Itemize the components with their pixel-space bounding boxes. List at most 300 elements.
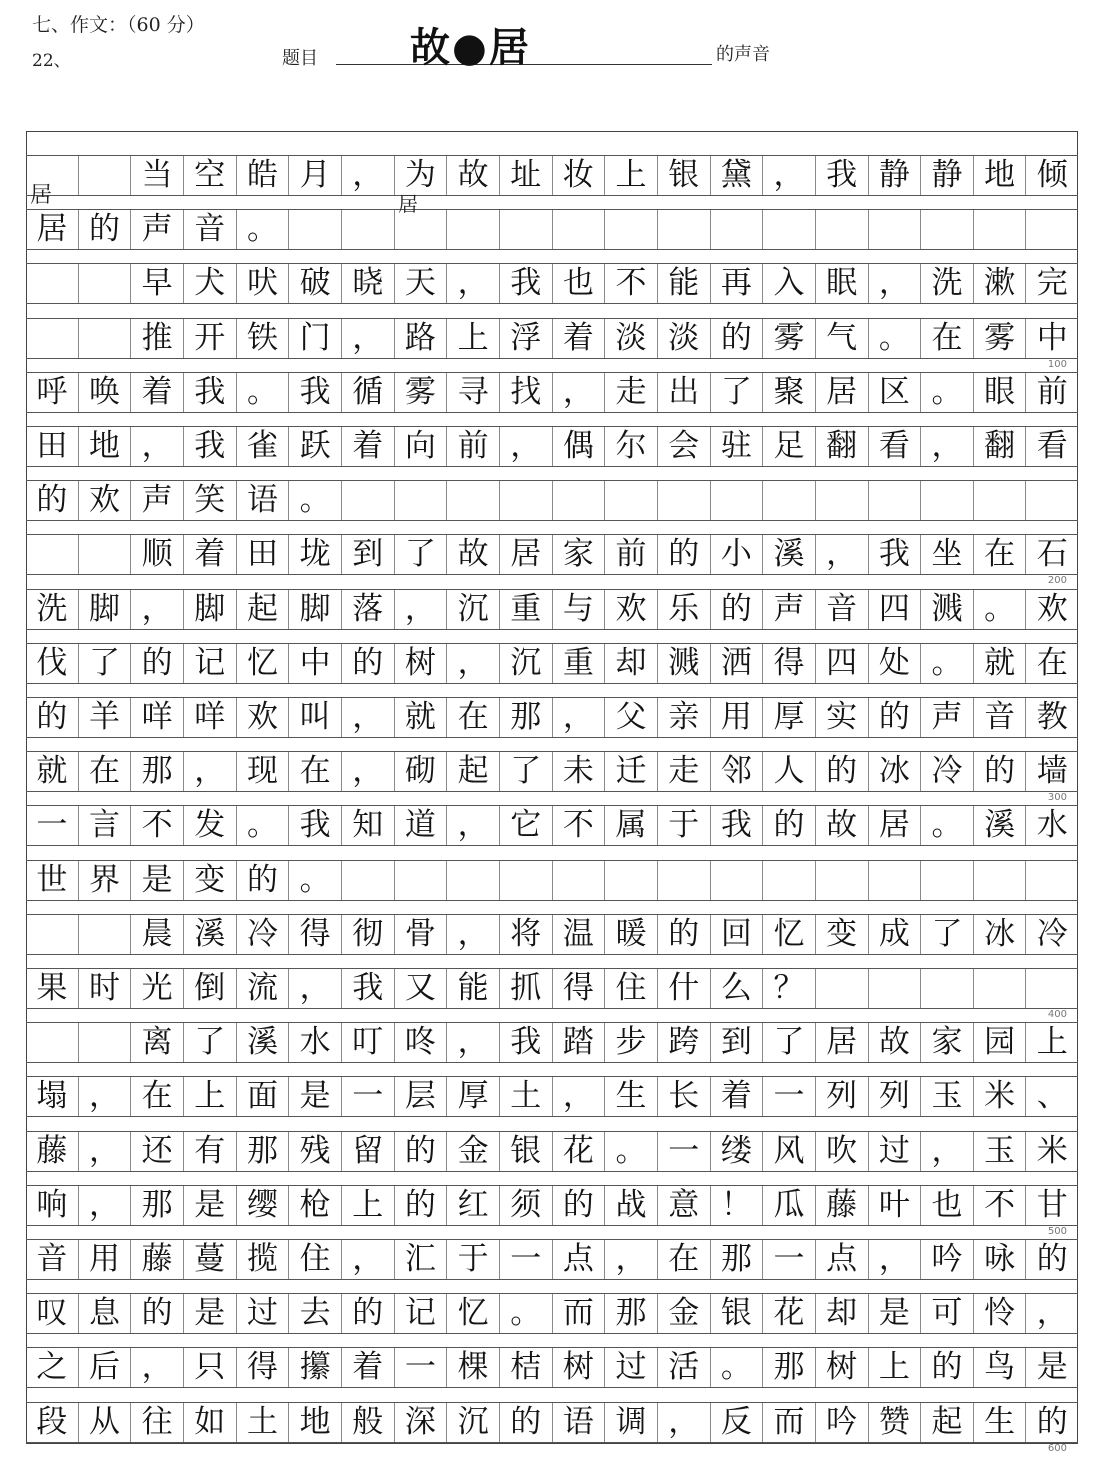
grid-cell: ， [79,1186,132,1225]
grid-cell: 处 [869,644,922,683]
grid-cell: 温 [553,915,606,954]
grid-cell: 我 [500,264,553,303]
grid-cell: ， [869,1240,922,1279]
grid-cell: 在 [447,698,500,737]
grid-cell [79,156,132,195]
essay-row [26,751,1078,792]
grid-cell: 。 [289,861,342,900]
grid-cell: 桔 [500,1348,553,1387]
grid-cell [1026,969,1078,1008]
grid-cell: 居 [816,373,869,412]
grid-cell: 我 [816,156,869,195]
grid-cell: 的 [763,806,816,845]
grid-cell: 音 [816,590,869,629]
grid-cell: ， [553,373,606,412]
grid-cell [921,210,974,249]
grid-cell: 冰 [869,752,922,791]
grid-cell [974,861,1027,900]
essay-row [26,1347,1078,1388]
grid-cell: 黛 [711,156,764,195]
grid-cell: 看 [1036,428,1068,464]
grid-cell: 。 [921,373,974,412]
grid-cell: 。 [500,1294,553,1333]
grid-cell: 我 [289,806,342,845]
essay-row [26,1131,1078,1172]
grid-cell: 冷 [1036,915,1068,952]
grid-cell: 能 [447,969,500,1008]
grid-cell [26,319,79,358]
grid-cell: 偶 [553,427,606,466]
grid-cell: 到 [711,1023,764,1062]
grid-cell: 铁 [237,319,290,358]
grid-cell: 揽 [237,1240,290,1279]
grid-cell [26,915,79,954]
grid-cell: 一 [395,1348,448,1387]
grid-cell: 而 [553,1294,606,1333]
grid-cell: 早 [131,264,184,303]
word-count-marker: 200 [1047,575,1067,587]
grid-cell: 记 [184,644,237,683]
essay-row [26,263,1078,304]
grid-cell [974,210,1027,249]
grid-cell: 战 [605,1186,658,1225]
grid-cell: 小 [711,535,764,574]
grid-cell: 四 [816,644,869,683]
grid-cell: 向 [395,427,448,466]
grid-cell: 冷 [237,915,290,954]
grid-cell: 溪 [184,915,237,954]
grid-cell [921,969,974,1008]
grid-cell: 那 [237,1132,290,1171]
grid-cell: 就 [26,752,79,791]
grid-cell [869,210,922,249]
grid-cell [1026,210,1078,249]
grid-cell: 跃 [289,427,342,466]
grid-cell: 着 [131,373,184,412]
grid-cell [658,861,711,900]
grid-cell: 只 [184,1348,237,1387]
grid-cell: 溪 [763,535,816,574]
grid-cell: 墙 [1036,753,1068,790]
grid-cell: 语 [237,481,290,520]
grid-cell: 暖 [605,915,658,954]
grid-cell: 去 [289,1294,342,1333]
grid-cell: 砌 [395,752,448,791]
grid-cell: 那 [131,752,184,791]
grid-cell: 翻 [974,427,1027,466]
grid-cell: 叹 [26,1294,79,1333]
grid-cell: 的 [131,644,184,683]
grid-cell: 了 [711,373,764,412]
grid-cell: 的 [816,752,869,791]
grid-cell: 成 [869,915,922,954]
grid-cell [921,481,974,520]
grid-cell: 咏 [974,1240,1027,1279]
grid-cell: 推 [131,319,184,358]
grid-cell: 在 [658,1240,711,1279]
grid-cell [79,264,132,303]
grid-cell: 声 [131,210,184,249]
grid-cell: 故 [869,1023,922,1062]
grid-cell: 的 [974,752,1027,791]
grid-cell: ， [79,1077,132,1116]
grid-cell: 路 [395,319,448,358]
grid-cell: 。 [237,210,290,249]
grid-cell: 欢 [237,698,290,737]
grid-cell: ， [342,698,395,737]
grid-cell [763,481,816,520]
grid-cell: 面 [237,1077,290,1116]
grid-cell: 乐 [658,590,711,629]
grid-cell: 居 [500,535,553,574]
grid-cell: 银 [500,1132,553,1171]
grid-cell: 之 [26,1348,79,1387]
essay-row [26,1076,1078,1117]
grid-cell [816,861,869,900]
grid-cell: 缨 [237,1186,290,1225]
grid-cell [553,481,606,520]
grid-cell: 的 [26,698,79,737]
grid-cell: 的 [500,1403,553,1442]
grid-cell: 残 [289,1132,342,1171]
grid-cell: 的 [1036,1403,1068,1440]
grid-cell: 我 [184,373,237,412]
grid-cell: 花 [553,1132,606,1171]
grid-cell: 沉 [447,590,500,629]
handwritten-title: 故●居 [410,25,531,71]
grid-cell: 现 [237,752,290,791]
grid-cell: 在 [289,752,342,791]
grid-cell: 又 [395,969,448,1008]
grid-cell: 抓 [500,969,553,1008]
grid-cell: 循 [342,373,395,412]
grid-cell: 住 [605,969,658,1008]
grid-cell: 实 [816,698,869,737]
essay-row [26,480,1078,521]
grid-cell: 的 [921,1348,974,1387]
grid-cell: 意 [658,1186,711,1225]
grid-cell [289,210,342,249]
grid-cell: 重 [500,590,553,629]
grid-cell [869,969,922,1008]
grid-cell: 、 [1036,1078,1068,1115]
grid-cell: ， [658,1403,711,1442]
grid-cell: 吹 [816,1132,869,1171]
grid-cell: 树 [553,1348,606,1387]
grid-cell: 列 [816,1077,869,1116]
grid-cell: 得 [289,915,342,954]
grid-cell [342,481,395,520]
grid-cell: 了 [763,1023,816,1062]
grid-cell: 上 [869,1348,922,1387]
grid-cell: 倾 [1036,157,1068,193]
grid-cell: 的 [711,590,764,629]
grid-cell: 空 [184,156,237,195]
grid-cell: 垅 [289,535,342,574]
grid-cell: 流 [237,969,290,1008]
word-count-marker: 600 [1047,1442,1067,1454]
grid-cell: 骨 [395,915,448,954]
grid-cell: 玉 [921,1077,974,1116]
grid-cell [342,210,395,249]
grid-cell: 气 [816,319,869,358]
grid-cell: 洒 [711,644,764,683]
grid-cell [816,210,869,249]
grid-cell: 聚 [763,373,816,412]
word-count-marker: 100 [1047,358,1067,370]
grid-cell: 咩 [184,698,237,737]
grid-cell [974,481,1027,520]
grid-cell: 什 [658,969,711,1008]
grid-cell: ， [553,1077,606,1116]
question-number: 22、 [32,51,71,71]
grid-cell [869,481,922,520]
grid-cell: 漱 [974,264,1027,303]
grid-cell: 开 [184,319,237,358]
grid-cell: 。 [711,1348,764,1387]
grid-cell [447,481,500,520]
essay-row [26,372,1078,413]
grid-cell: 晓 [342,264,395,303]
essay-row [26,697,1078,738]
grid-cell: 静 [921,156,974,195]
grid-cell: 眼 [974,373,1027,412]
grid-cell: 。 [974,590,1027,629]
grid-cell: 居 [869,806,922,845]
grid-cell: 厚 [447,1077,500,1116]
grid-cell: 门 [289,319,342,358]
grid-cell: 了 [184,1023,237,1062]
grid-cell: 居 [26,210,79,249]
grid-cell: 前 [605,535,658,574]
grid-cell: 藤 [816,1186,869,1225]
grid-cell: 玉 [974,1132,1027,1171]
grid-cell: ， [131,427,184,466]
grid-cell [658,210,711,249]
grid-cell: 。 [605,1132,658,1171]
grid-cell: 一 [500,1240,553,1279]
grid-cell: 天 [395,264,448,303]
grid-cell: 会 [658,427,711,466]
grid-cell: 般 [342,1403,395,1442]
essay-row [26,1022,1078,1063]
grid-cell: 起 [447,752,500,791]
title-label: 题目 [282,48,318,69]
grid-cell [26,1023,79,1062]
grid-cell: 后 [79,1348,132,1387]
grid-cell: 音 [974,698,1027,737]
grid-cell [921,861,974,900]
grid-cell: 得 [763,644,816,683]
grid-cell: 溅 [658,644,711,683]
grid-cell: 我 [289,373,342,412]
grid-cell: 怜 [974,1294,1027,1333]
grid-cell: 家 [553,535,606,574]
grid-cell: 树 [395,644,448,683]
grid-cell: 缕 [711,1132,764,1171]
grid-cell: 藤 [26,1132,79,1171]
grid-cell: ， [395,590,448,629]
grid-cell: 果 [26,969,79,1008]
grid-cell: ， [500,427,553,466]
grid-cell [1026,481,1078,520]
grid-cell: 皓 [237,156,290,195]
grid-cell: 雾 [763,319,816,358]
grid-cell: 是 [869,1294,922,1333]
grid-cell: 走 [605,373,658,412]
grid-cell: 起 [237,590,290,629]
grid-cell: 园 [974,1023,1027,1062]
grid-cell: 往 [131,1403,184,1442]
grid-cell: 时 [79,969,132,1008]
grid-cell: ， [79,1132,132,1171]
grid-cell: 田 [26,427,79,466]
grid-cell: 是 [184,1294,237,1333]
grid-cell: 金 [447,1132,500,1171]
grid-cell: 石 [1036,536,1068,573]
grid-cell: 欢 [1036,590,1068,627]
grid-cell: 得 [237,1348,290,1387]
grid-cell: 有 [184,1132,237,1171]
grid-cell: 于 [447,1240,500,1279]
grid-cell: 起 [921,1403,974,1442]
grid-cell: 的 [131,1294,184,1333]
grid-cell: 忆 [237,644,290,683]
grid-cell: 上 [342,1186,395,1225]
grid-cell [395,861,448,900]
grid-cell: 么 [711,969,764,1008]
grid-cell: 音 [184,210,237,249]
grid-cell: 如 [184,1403,237,1442]
grid-cell: 上 [184,1077,237,1116]
grid-cell [816,481,869,520]
grid-cell: 我 [869,535,922,574]
grid-cell: 列 [869,1077,922,1116]
grid-cell: 与 [553,590,606,629]
grid-cell: 教 [1036,699,1068,735]
grid-cell: 脚 [184,590,237,629]
grid-cell: 走 [658,752,711,791]
grid-cell: ， [605,1240,658,1279]
grid-cell [711,861,764,900]
grid-cell: 当 [131,156,184,195]
grid-cell: 一 [658,1132,711,1171]
grid-cell: 就 [974,644,1027,683]
grid-cell: 邻 [711,752,764,791]
grid-cell: 区 [869,373,922,412]
grid-cell: ， [342,156,395,195]
grid-cell: 脚 [289,590,342,629]
grid-cell [79,1023,132,1062]
grid-cell: 是 [1036,1349,1068,1386]
grid-cell [763,861,816,900]
grid-cell: 雀 [237,427,290,466]
grid-cell: ， [131,1348,184,1387]
essay-row [26,426,1078,467]
grid-cell: 响 [26,1186,79,1225]
grid-cell: 顺 [131,535,184,574]
grid-cell: 我 [342,969,395,1008]
grid-cell: 的 [395,1186,448,1225]
grid-cell: 而 [763,1403,816,1442]
grid-cell [79,319,132,358]
grid-cell: 住 [289,1240,342,1279]
grid-cell: 赞 [869,1403,922,1442]
grid-cell: 再 [711,264,764,303]
grid-cell: 洗 [921,264,974,303]
grid-cell [658,481,711,520]
grid-cell: 翻 [816,427,869,466]
grid-cell: 离 [131,1023,184,1062]
word-count-marker: 300 [1047,792,1067,804]
grid-cell: 。 [869,319,922,358]
essay-row [26,318,1078,359]
grid-cell: ， [553,698,606,737]
grid-cell: 用 [79,1240,132,1279]
grid-cell: 家 [921,1023,974,1062]
grid-cell: 欢 [79,481,132,520]
grid-cell: 着 [184,535,237,574]
grid-cell: 可 [921,1294,974,1333]
grid-cell: ， [342,752,395,791]
grid-cell: 的 [26,481,79,520]
grid-cell: 晨 [131,915,184,954]
grid-cell: 在 [131,1077,184,1116]
grid-cell: 一 [763,1077,816,1116]
grid-cell: 溪 [237,1023,290,1062]
grid-cell: ， [131,590,184,629]
grid-cell: 亲 [658,698,711,737]
grid-cell: 眠 [816,264,869,303]
essay-row [26,914,1078,955]
grid-cell: 却 [816,1294,869,1333]
grid-cell: 属 [605,806,658,845]
grid-cell: 米 [974,1077,1027,1116]
grid-cell: 那 [711,1240,764,1279]
essay-row [26,1402,1078,1443]
grid-cell: 留 [342,1132,395,1171]
grid-cell: 欢 [605,590,658,629]
grid-cell: 的 [658,915,711,954]
margin-correction-note: 居 [30,183,53,208]
grid-cell: ， [447,1023,500,1062]
grid-cell: 出 [658,373,711,412]
grid-cell: ， [447,264,500,303]
grid-cell: 的 [711,319,764,358]
grid-cell: 驻 [711,427,764,466]
grid-cell: 变 [184,861,237,900]
grid-cell: 的 [237,861,290,900]
grid-cell: 着 [342,1348,395,1387]
grid-cell: ， [921,427,974,466]
grid-cell [816,969,869,1008]
grid-cell: 声 [131,481,184,520]
grid-cell: 溅 [921,590,974,629]
grid-cell: ， [447,806,500,845]
essay-row [26,1293,1078,1334]
grid-cell: 活 [658,1348,711,1387]
grid-cell: 中 [289,644,342,683]
grid-cell: 上 [605,156,658,195]
grid-cell: 界 [79,861,132,900]
grid-cell: 地 [974,156,1027,195]
grid-cell: 故 [447,535,500,574]
grid-cell: 将 [500,915,553,954]
grid-cell: 上 [447,319,500,358]
grid-cell: 沉 [500,644,553,683]
section-heading: 七、作文：（60 分） [32,14,205,36]
grid-cell: 声 [763,590,816,629]
